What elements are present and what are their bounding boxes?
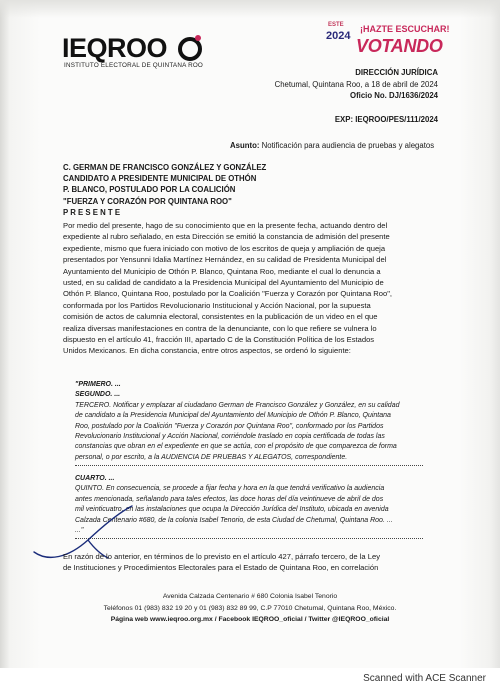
footer-web: Página web www.ieqroo.org.mx / Facebook IEQROO_oficial / Twitter @IEQROO_oficial	[110, 616, 390, 623]
addressee-block	[63, 162, 266, 218]
place-date: Chetumal, Quintana Roo, a 18 de abril de 2024	[274, 80, 438, 89]
addressee-line: P R E S E N T E	[63, 207, 121, 217]
dotted-divider	[75, 465, 423, 466]
closing-line: de Instituciones y Procedimientos Electorales para el Estado de Quintana Roo, en correlación	[63, 563, 379, 573]
expediente-number: EXP: IEQROO/PES/111/2024	[334, 115, 438, 124]
body-line: realiza diversas manifestaciones en contra de la denunciante, con lo que refiere se vulnera lo	[63, 323, 377, 333]
quote-line: QUINTO. En consecuencia, se procede a fijar fecha y hora en la que tendrá verificativo la audiencia	[75, 485, 385, 493]
quote-line: CUARTO. ...	[75, 475, 115, 482]
page-shadow	[0, 0, 500, 18]
body-line: conformada por los Partidos Revolucionario Institucional y Acción Nacional, por la supuesta	[63, 300, 371, 310]
quote-line: constancias que obran en el expediente en que se actúa, con el propósito de que comparezca de forma	[75, 443, 397, 451]
addressee-line: "FUERZA Y CORAZÓN POR QUINTANA ROO"	[63, 196, 232, 206]
logo-subtitle: INSTITUTO ELECTORAL DE QUINTANA ROO	[64, 62, 204, 69]
body-line: Ayuntamiento del Municipio de Othón P. Blanco, Quintana Roo, mediante el cual lo denuncia a	[63, 266, 381, 276]
asunto-label: Asunto:	[230, 141, 260, 150]
closing-paragraph	[63, 551, 380, 574]
addressee-line: CANDIDATO A PRESIDENTE MUNICIPAL DE OTHÓN	[63, 174, 257, 184]
scanner-watermark: Scanned with ACE Scanner	[363, 673, 486, 684]
quote-line: SEGUNDO. ...	[75, 391, 121, 399]
quote-line: Calzada Centenario #680, de la colonia Isabel Tenorio, de esta Ciudad de Chetumal, Quintana Roo. ...	[75, 516, 393, 524]
quote-line: TERCERO. Notificar y emplazar al ciudadano German de Francisco González y González, en su calidad	[75, 401, 400, 409]
quote-line: "PRIMERO. ...	[75, 381, 121, 388]
closing-line: En razón de lo anterior, en términos de lo previsto en el artículo 427, párrafo tercero, de la Ley	[63, 552, 381, 561]
quote-line: personal, o por escrito, a la AUDIENCIA DE PRUEBAS Y ALEGATOS, correspondiente.	[75, 453, 348, 461]
asunto-line	[230, 141, 434, 150]
body-line: expediente, mismo que fuera iniciado con motivo de los escritos de queja y ampliación de queja	[63, 243, 386, 253]
body-line: Unidos Mexicanos. En dicha constancia, entre otros aspectos, se ordenó lo siguiente:	[63, 346, 351, 356]
direccion-label: DIRECCIÓN JURÍDICA	[355, 68, 438, 77]
quote-line: Roo, postulado por la Coalición "Fuerza y Corazón por Quintana Roo", conformado por los Partidos	[75, 422, 384, 430]
oficio-number: Oficio No. DJ/1636/2024	[350, 91, 438, 100]
badge-main: VOTANDO	[356, 36, 443, 56]
quote-line: Revolucionario Institucional y Acción Nacional, corriéndole traslado en copia certificada de todas las	[75, 432, 385, 440]
body-line: dispuesto en el artículo 41, fracción III, apartado C de la Constitución Política de los Estados	[63, 334, 375, 344]
body-line: presentados por Yensunni Idalia Martínez Hernández, en su calidad de Presidenta Municipal del	[63, 255, 387, 265]
logo-mark-icon	[178, 33, 204, 63]
body-line: usted, en su calidad de candidato a la Presidencia Municipal del Ayuntamiento del Municipio de	[63, 277, 384, 287]
body-paragraph	[63, 220, 392, 357]
quote-block-1	[75, 380, 399, 463]
logo-text: IEQROO	[62, 33, 168, 63]
body-line: comisión de actos de calumnia electoral, consistentes en la publicación de un video en el que	[63, 312, 378, 322]
badge-este: ESTE	[328, 22, 344, 28]
asunto-text: Notificación para audiencia de pruebas y alegatos	[261, 141, 435, 150]
body-line: expediente al rubro señalado, en esta Dirección se emitió la constancia de admisión del presente	[63, 232, 390, 242]
quote-line: ..."	[75, 526, 84, 534]
footer-phones: Teléfonos 01 (983) 832 19 20 y 01 (983) 832 89 99, C.P 77010 Chetumal, Quintana Roo, México.	[103, 605, 397, 612]
ieqroo-logo	[62, 33, 202, 73]
badge-year: 2024	[326, 30, 351, 42]
body-line: Othón P. Blanco, Quintana Roo, postulado por la Coalición "Fuerza y Corazón por Quintana Roo",	[63, 289, 393, 299]
footer-address: Avenida Calzada Centenario # 680 Colonia Isabel Tenorio	[162, 593, 338, 600]
addressee-line: P. BLANCO, POSTULADO POR LA COALICIÓN	[63, 185, 236, 195]
badge-tag: ¡HAZTE ESCUCHAR!	[360, 24, 450, 34]
campaign-badge	[322, 20, 450, 62]
quote-line: de candidato a la Presidencia Municipal del Ayuntamiento del Municipio de Othón P. Blanco, Quintana	[75, 412, 391, 420]
quote-line: antes mencionada, señalando para tales efectos, las doce horas del día veintinueve de abril de dos	[75, 495, 384, 503]
quote-line: mil veinticuatro, en las instalaciones que ocupa la Dirección Jurídica del Instituto, ubicada en avenida	[75, 506, 389, 514]
body-line: Por medio del presente, hago de su conocimiento que en la presente fecha, actuando dentro del	[63, 221, 388, 230]
addressee-line: C. GERMAN DE FRANCISCO GONZÁLEZ Y GONZÁLEZ	[63, 163, 267, 172]
